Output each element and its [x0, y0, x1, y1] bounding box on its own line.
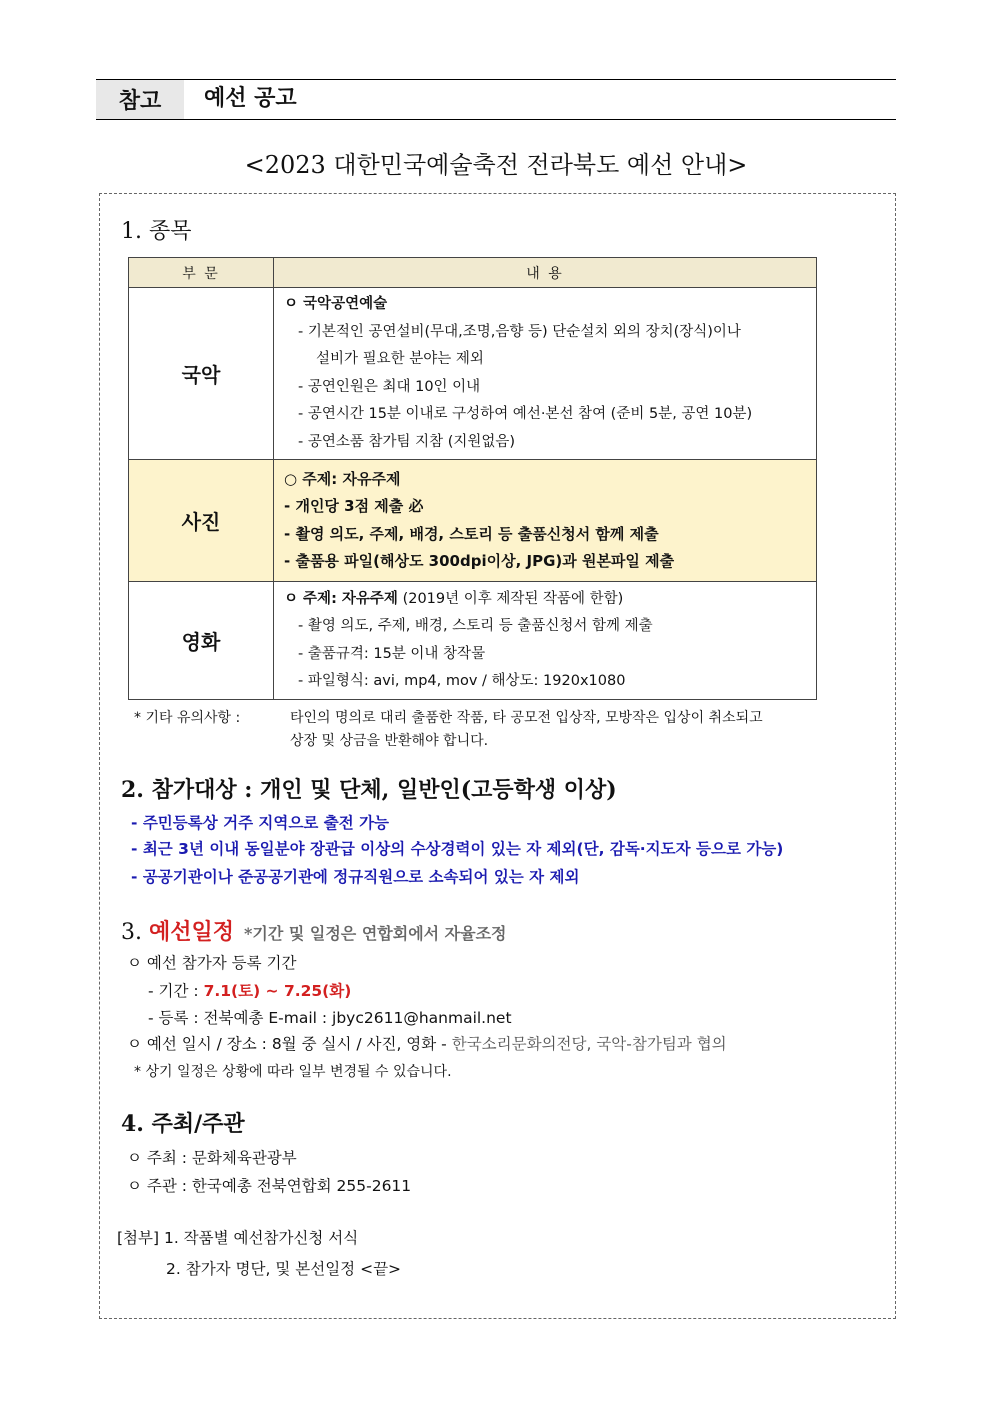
schedule-info: [127, 1031, 727, 1057]
registration-period-heading: ㅇ 예선 참가자 등록 기간: [127, 954, 297, 972]
row-content-film: [274, 582, 817, 700]
photo-line: ○ 주제: 자유주제: [284, 469, 401, 488]
gugak-line: - 공연소품 참가팀 지참 (지원없음): [298, 433, 516, 450]
row-label-photo: 사진: [129, 460, 274, 582]
film-line: - 출품규격: 15분 이내 창작물: [298, 645, 486, 662]
eligibility-item: - 최근 3년 이내 동일분야 장관급 이상의 수상경력이 있는 자 제외(단, 감독·지도자 등으로 가능): [131, 840, 784, 858]
period-value: 7.1(토) ~ 7.25(화): [203, 982, 352, 1000]
eligibility-item: - 공공기관이나 준공공기관에 정규직원으로 소속되어 있는 자 제외: [131, 868, 580, 886]
document-title: <2023 대한민국예술축전 전라북도 예선 안내>: [244, 151, 748, 179]
film-theme-note: (2019년 이후 제작된 작품에 한함): [402, 590, 624, 607]
attachment-line-1: [첨부] 1. 작품별 예선참가신청 서식: [117, 1229, 359, 1247]
section-3-heading: [121, 916, 507, 950]
section-4-heading: 4. 주최/주관: [121, 1111, 245, 1137]
section-3-note: *기간 및 일정은 연합회에서 자율조정: [244, 924, 507, 943]
header-tag: 참고: [96, 80, 184, 119]
row-content-gugak: [274, 288, 817, 460]
film-line: - 촬영 의도, 주제, 배경, 스토리 등 출품신청서 함께 제출: [298, 618, 653, 634]
gugak-line: - 기본적인 공연설비(무대,조명,음향 등) 단순설치 외의 장치(장식)이나: [298, 323, 741, 340]
table-row-gugak: [129, 288, 817, 460]
header-bottom-rule: [96, 119, 896, 120]
gugak-line: - 공연인원은 최대 10인 이내: [298, 378, 481, 395]
film-line: - 파일형식: avi, mp4, mov / 해상도: 1920x1080: [298, 673, 626, 689]
note-line-1: 타인의 명의로 대리 출품한 작품, 타 공모전 입상작, 모방작은 입상이 취소되고: [290, 710, 763, 726]
attachment-line-2: 2. 참가자 명단, 및 본선일정 <끝>: [166, 1260, 402, 1278]
table-header-row: [129, 258, 817, 288]
table-header-content: 내 용: [274, 258, 817, 288]
schedule-venue: 한국소리문화의전당, 국악-참가팀과 협의: [451, 1035, 727, 1053]
gugak-line: - 공연시간 15분 이내로 구성하여 예선·본선 참여 (준비 5분, 공연 10분): [298, 406, 753, 422]
film-line: [284, 586, 816, 614]
host-line: ㅇ 주최 : 문화체육관광부: [127, 1149, 297, 1167]
section-1-heading: 1. 종목: [121, 219, 192, 244]
organizer-line: ㅇ 주관 : 한국예총 전북연합회 255-2611: [127, 1177, 412, 1195]
schedule-date: ㅇ 예선 일시 / 장소 : 8월 중 실시 / 사진, 영화 -: [127, 1035, 447, 1053]
film-theme: ㅇ 주제: 자유주제: [284, 590, 398, 607]
row-label-gugak: 국악: [129, 288, 274, 460]
note-label: * 기타 유의사항 :: [134, 710, 241, 726]
eligibility-item: - 주민등록상 거주 지역으로 출전 가능: [131, 814, 390, 832]
note-line-2: 상장 및 상금을 반환해야 합니다.: [290, 733, 489, 749]
gugak-line: 설비가 필요한 분야는 제외: [316, 351, 484, 367]
photo-line: - 촬영 의도, 주제, 배경, 스토리 등 출품신청서 함께 제출: [284, 524, 659, 543]
photo-line: - 개인당 3점 제출 必: [284, 497, 424, 516]
row-content-photo: [274, 460, 817, 582]
table-header-division: 부 문: [129, 258, 274, 288]
category-table: [128, 257, 817, 700]
header-top-rule: [96, 79, 896, 80]
section-3-title: 예선일정: [149, 919, 235, 945]
section-3-number: 3.: [121, 920, 142, 945]
period-label: - 기간 :: [148, 982, 199, 1000]
gugak-line: ㅇ 국악공연예술: [284, 296, 388, 312]
row-label-film: 영화: [129, 582, 274, 700]
table-row-film: [129, 582, 817, 700]
period-row: [148, 978, 351, 1004]
registration-info: - 등록 : 전북예총 E-mail : jbyc2611@hanmail.net: [148, 1009, 512, 1027]
schedule-footnote: * 상기 일정은 상황에 따라 일부 변경될 수 있습니다.: [134, 1064, 452, 1080]
table-row-photo: [129, 460, 817, 582]
section-2-heading: 2. 참가대상 : 개인 및 단체, 일반인(고등학생 이상): [121, 777, 617, 803]
photo-line: - 출품용 파일(해상도 300dpi이상, JPG)과 원본파일 제출: [284, 551, 675, 570]
header-title: 예선 공고: [204, 86, 297, 111]
